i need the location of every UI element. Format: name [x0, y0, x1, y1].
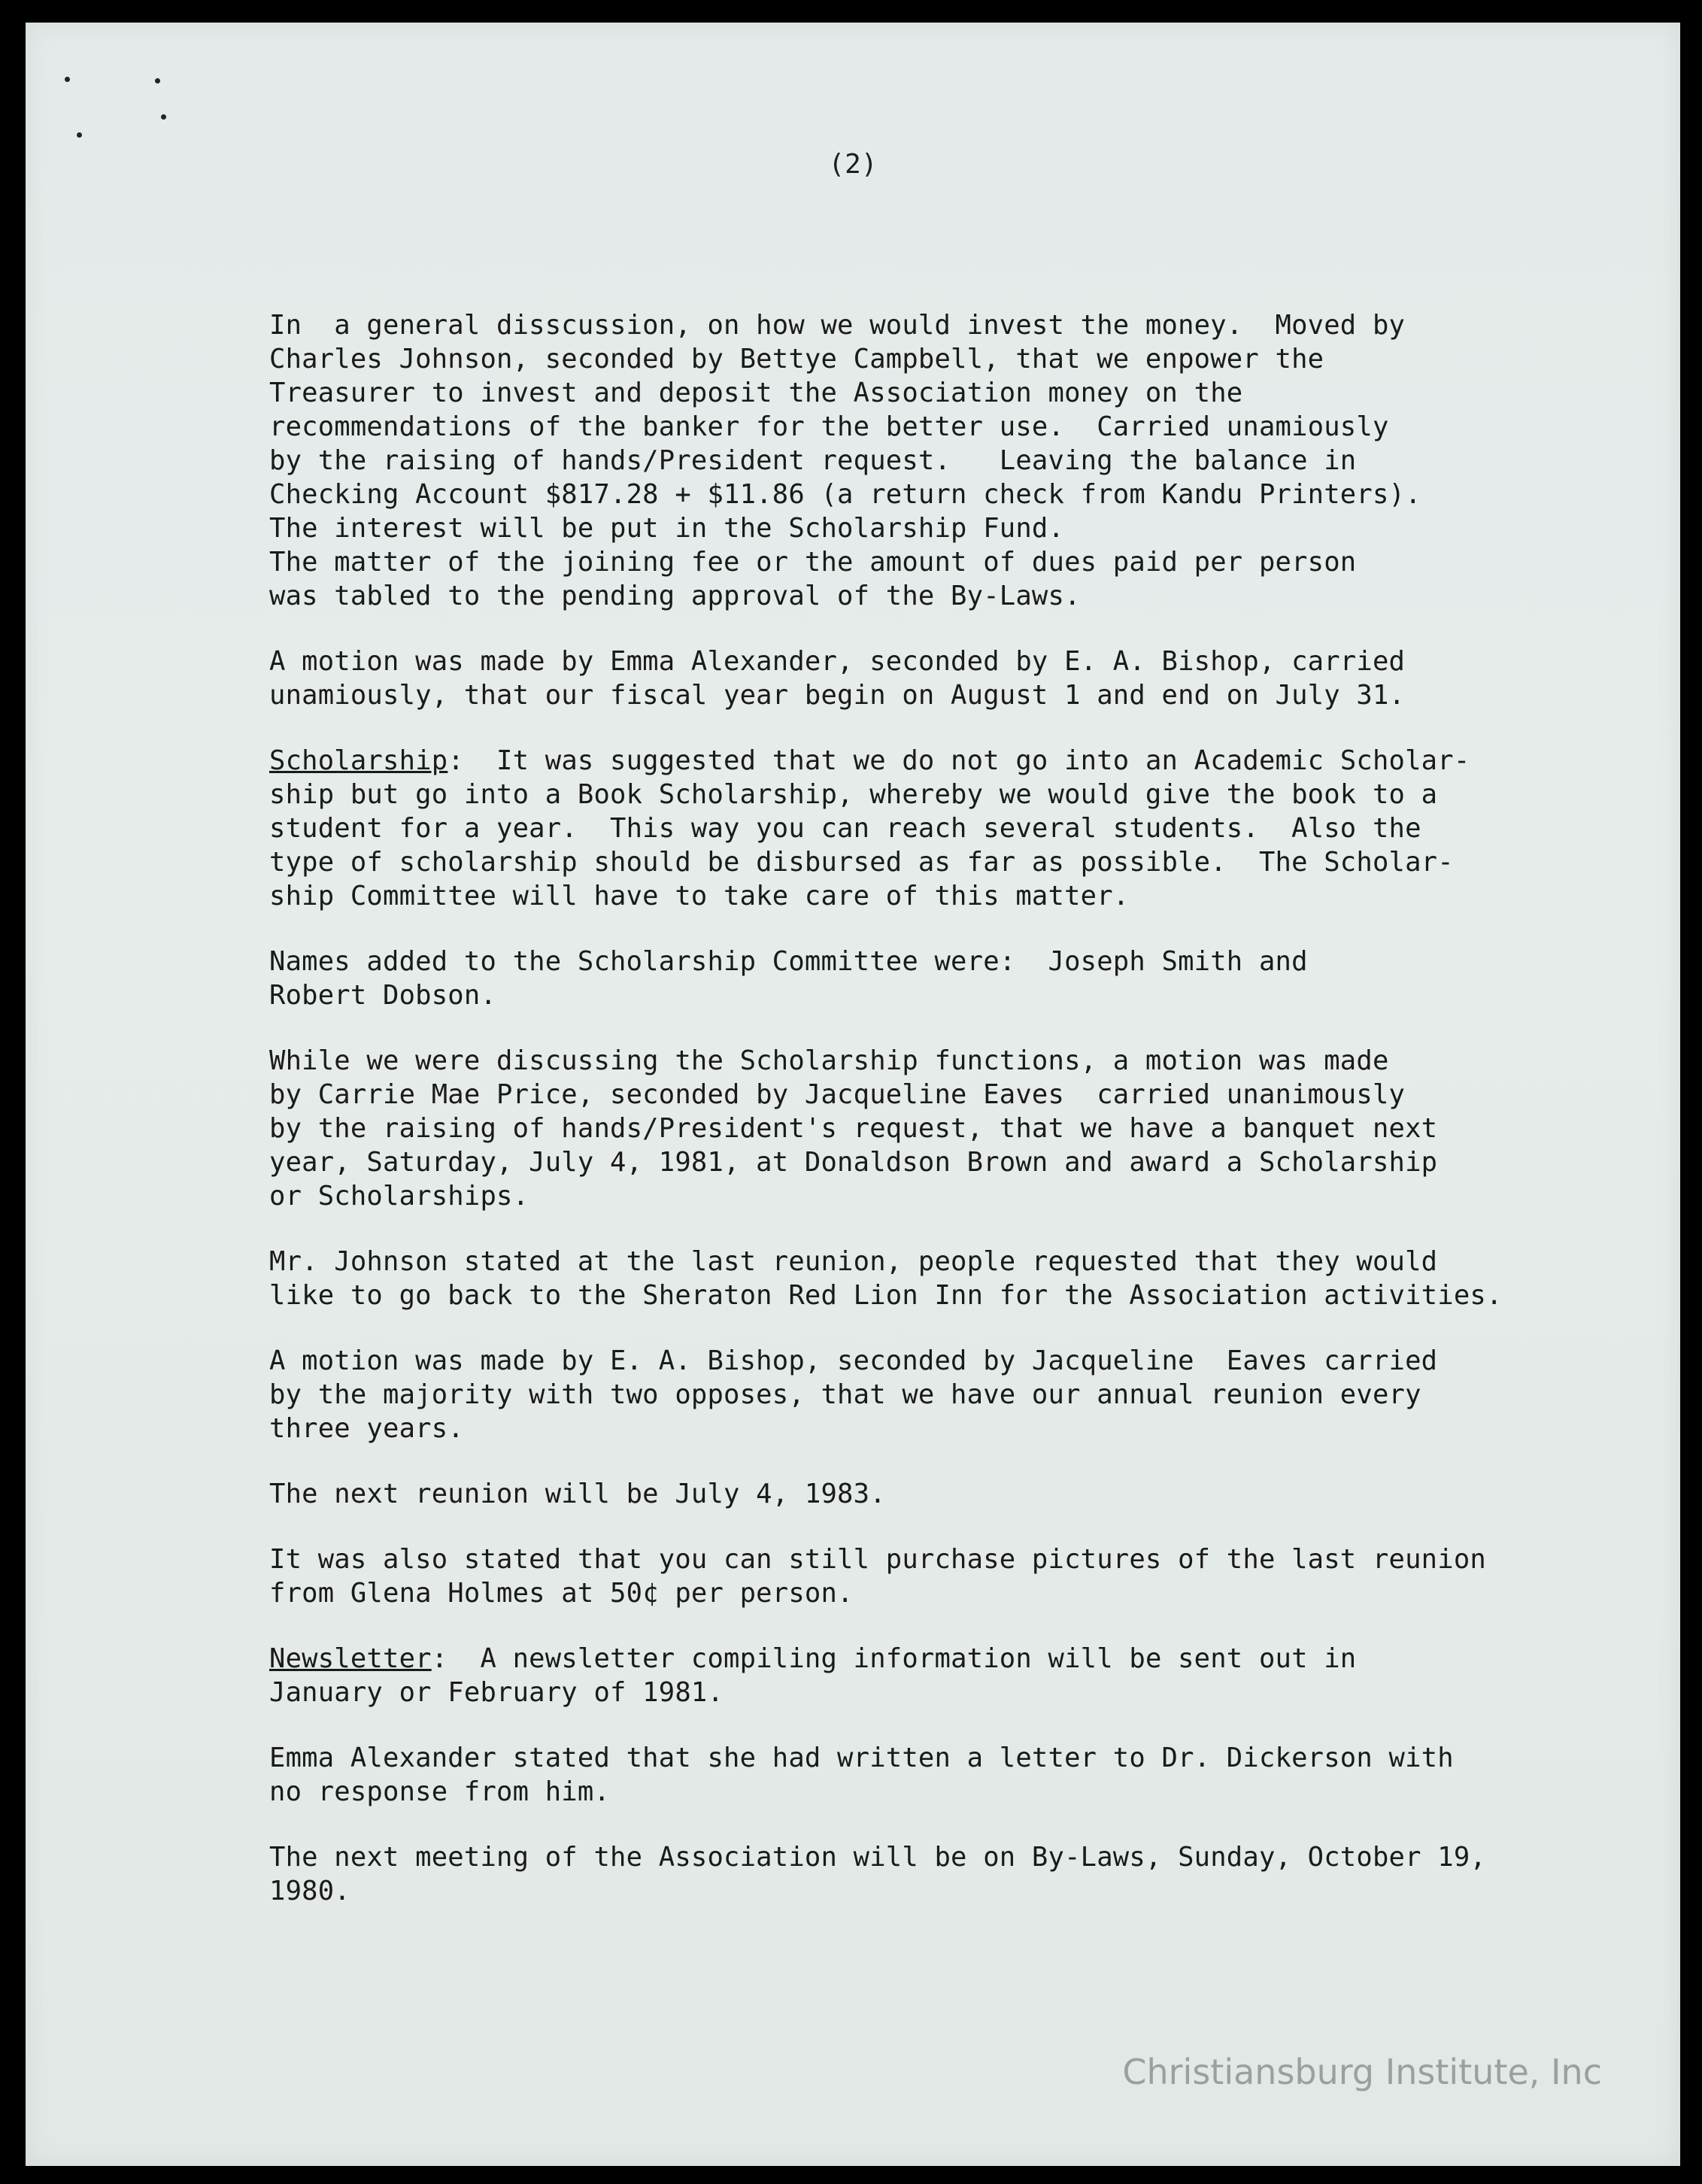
punch-mark: [161, 114, 166, 120]
punch-mark: [65, 77, 70, 82]
watermark: Christiansburg Institute, Inc: [1122, 2052, 1602, 2092]
paragraph-reunion-frequency: A motion was made by E. A. Bishop, seconded by Jacqueline Eaves carried by the majority with two opposes, that we have our annual reunion every three years.: [269, 1345, 1438, 1444]
paragraph-next-reunion: The next reunion will be July 4, 1983.: [269, 1479, 886, 1509]
punch-mark: [155, 78, 160, 83]
paragraph-investment: In a general disscussion, on how we would invest the money. Moved by Charles Johnson, seconded by Bettye Campbell, that we enpower the Treasurer to invest and deposit the Association money on the recommendations of the banker for the better use. Carried unamiously by the raising of hands/President request. Leaving the balance in Checking Account $817.28 + $11.86 (a return check from Kandu Printers). The interest will be put in the Scholarship Fund.: [269, 310, 1421, 544]
page-number: (2): [828, 149, 878, 180]
minutes-body: [269, 308, 1563, 1940]
paragraph-scholarship: [269, 744, 1563, 913]
paragraph-banquet: While we were discussing the Scholarship functions, a motion was made by Carrie Mae Price, seconded by Jacqueline Eaves carried unanimously by the raising of hands/President's request, that we have a banquet next year, Saturday, July 4, 1981, at Donaldson Brown and award a Scholarship or Scholarships.: [269, 1045, 1438, 1212]
paragraph-next-meeting: The next meeting of the Association will be on By-Laws, Sunday, October 19, 1980.: [269, 1842, 1486, 1906]
paragraph-joining-fee: The matter of the joining fee or the amount of dues paid per person was tabled to the pending approval of the By-Laws.: [269, 547, 1357, 611]
paragraph-letter: Emma Alexander stated that she had written a letter to Dr. Dickerson with no response from him.: [269, 1743, 1454, 1807]
paragraph-pictures: It was also stated that you can still purchase pictures of the last reunion from Glena Holmes at 50¢ per person.: [269, 1544, 1486, 1609]
newsletter-heading: Newsletter: [269, 1643, 432, 1674]
punch-mark: [77, 132, 82, 138]
paragraph-newsletter: [269, 1642, 1563, 1709]
paragraph-fiscal-year: A motion was made by Emma Alexander, seconded by E. A. Bishop, carried unamiously, that our fiscal year begin on August 1 and end on July 31.: [269, 646, 1406, 711]
scholarship-heading: Scholarship: [269, 745, 448, 776]
document-page: [26, 23, 1680, 2166]
paragraph-committee-names: Names added to the Scholarship Committee were: Joseph Smith and Robert Dobson.: [269, 946, 1308, 1011]
newsletter-text: : A newsletter compiling information will be sent out in January or February of 1981.: [269, 1643, 1357, 1708]
scholarship-text: : It was suggested that we do not go into an Academic Scholar- ship but go into a Book Scholarship, whereby we would give the book to a student for a year. This way you can reach several students. Also the type of scholarship should be disbursed as far as possible. The Scholar- ship Committee will have to take care of this matter.: [269, 745, 1470, 912]
paragraph-reunion-location: Mr. Johnson stated at the last reunion, people requested that they would like to go back to the Sheraton Red Lion Inn for the Association activities.: [269, 1246, 1503, 1311]
